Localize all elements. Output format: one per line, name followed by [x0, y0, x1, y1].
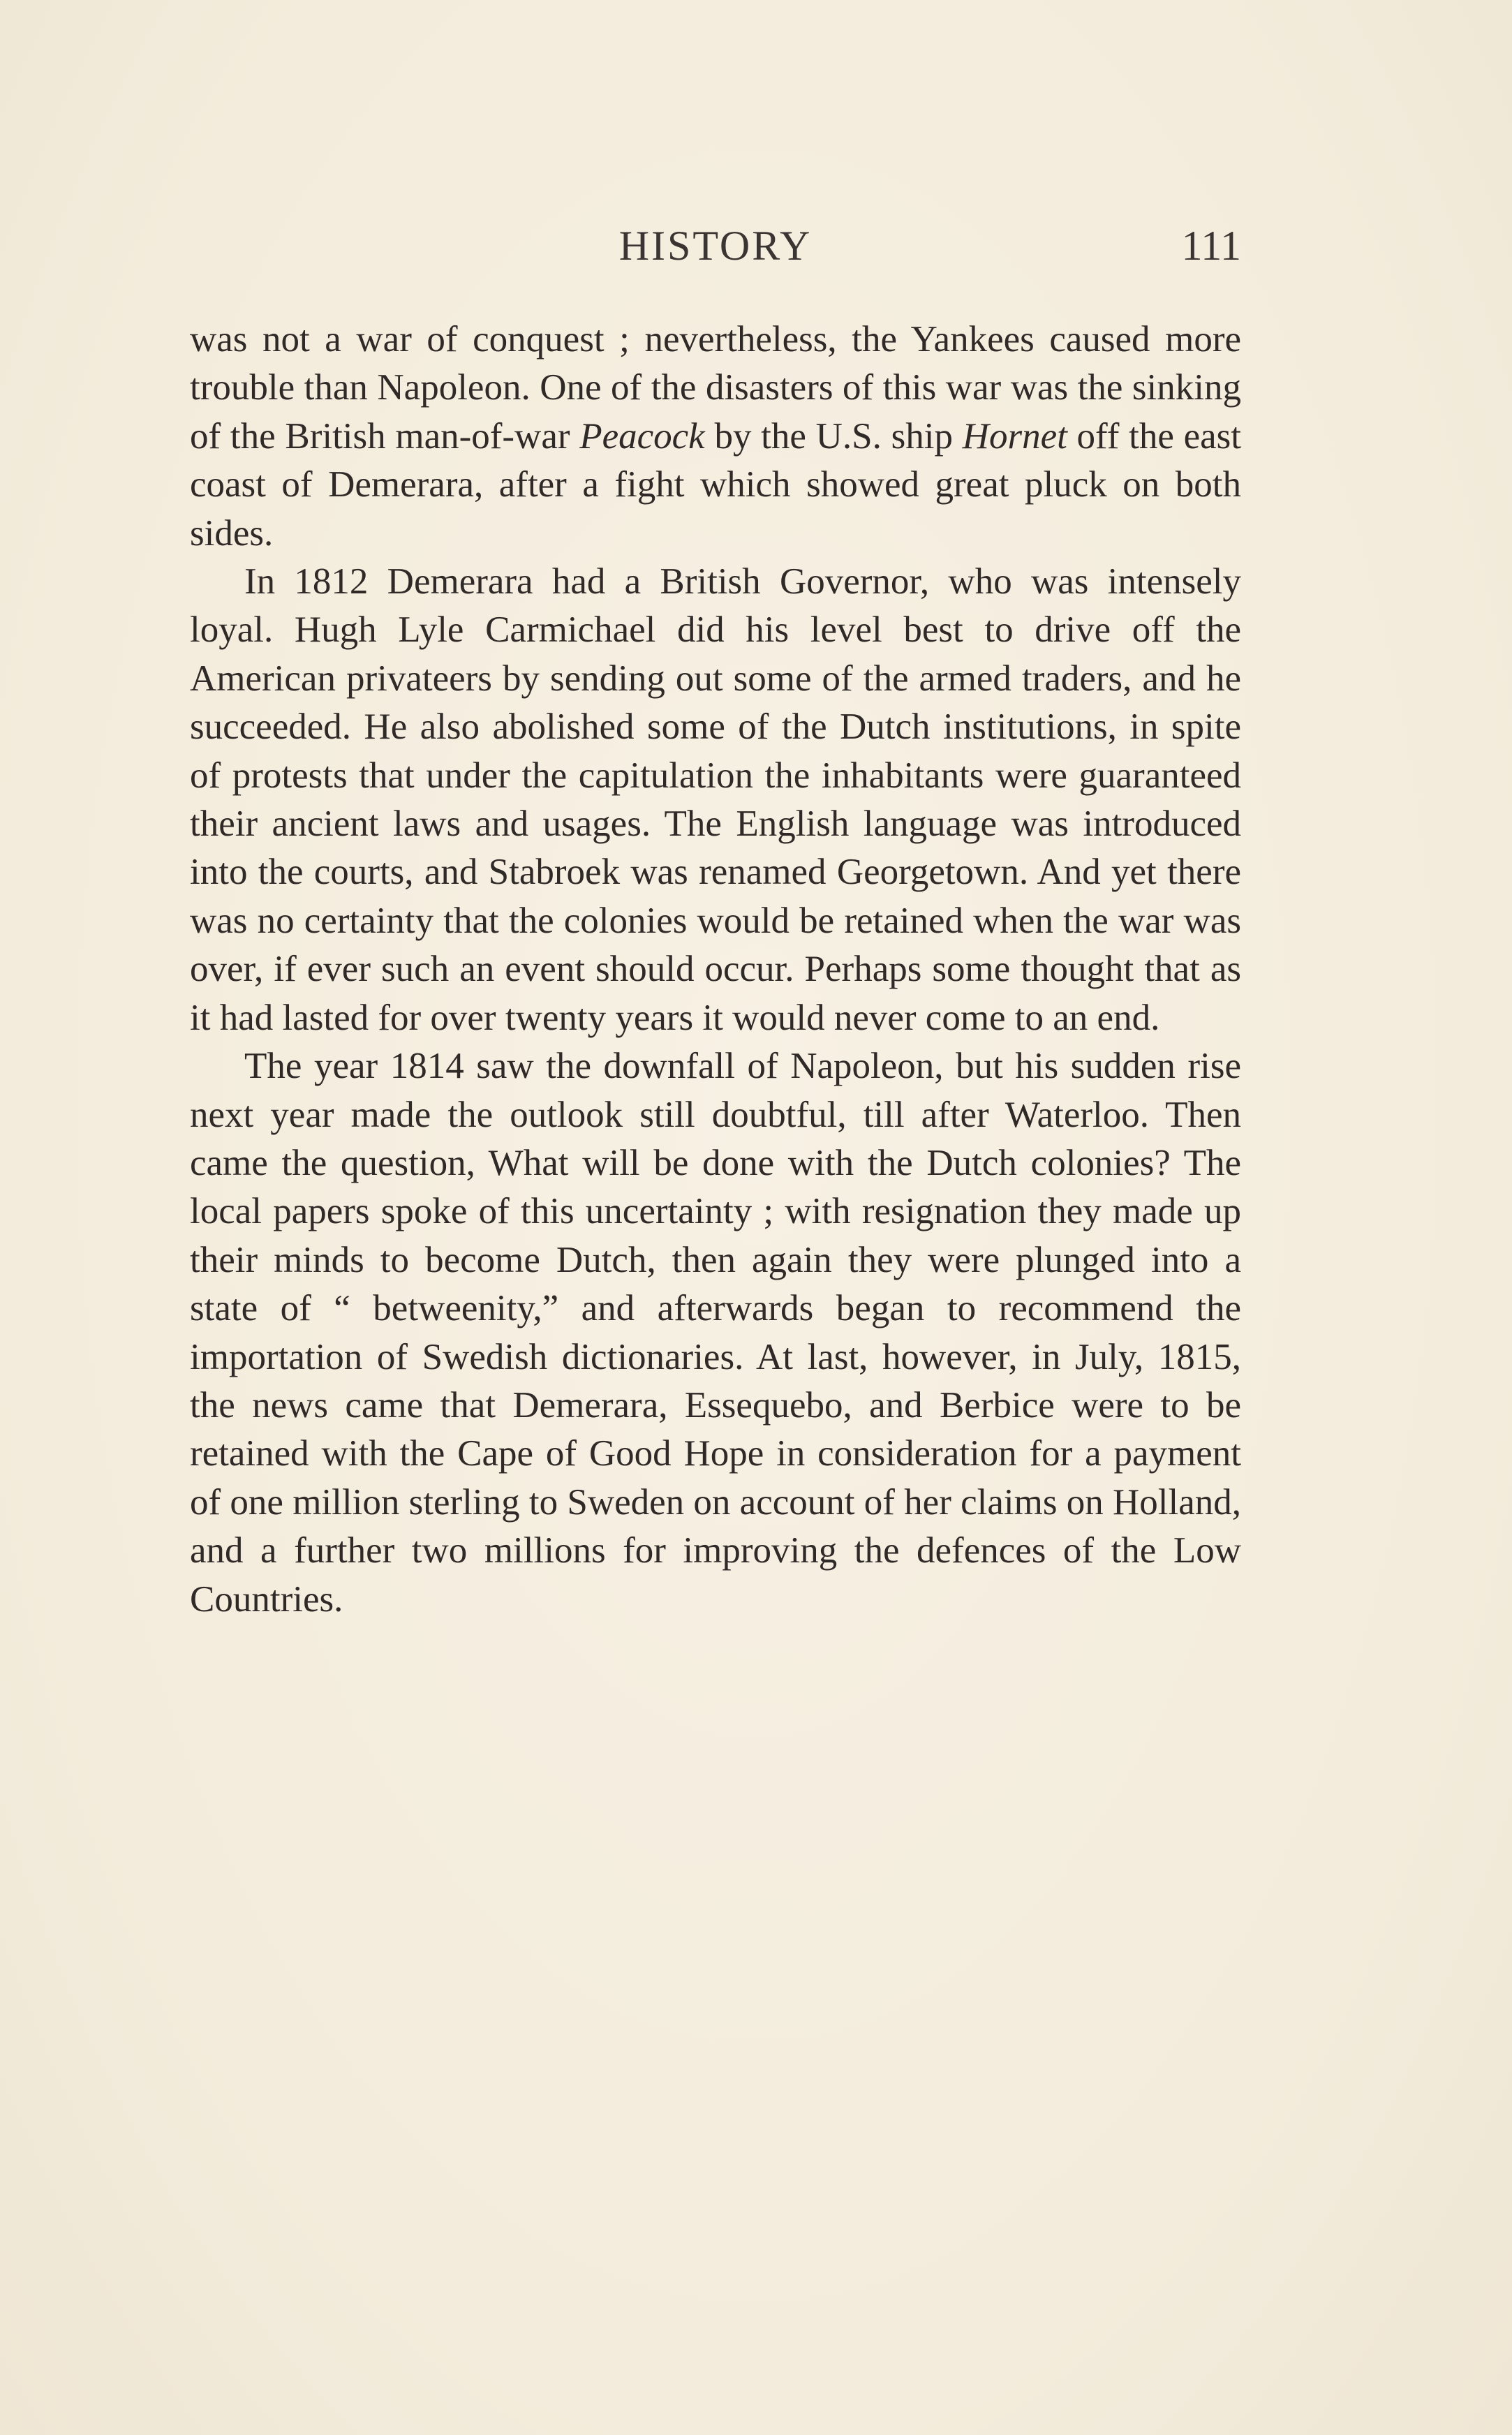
ship-name-peacock: Peacock [579, 415, 705, 457]
text-run: was not a war of conquest ; nevertheless, the Yankees caused more trouble than Napoleon. One of the disasters of this war was the sinking of the British man-of-war [190, 319, 1241, 457]
paragraph: In 1812 Demerara had a British Governor, who was intensely loyal. Hugh Lyle Carmichael did his level best to drive off the American privateers by sending out some of the armed traders, and he succeeded. He also abolished some of the Dutch institutions, in spite of protests that under the capitulation the inhabitants were guaranteed their ancient laws and usages. The English language was introduced into the courts, and Stabroek was renamed Georgetown. And yet there was no certainty that the colonies would be retained when the war was over, if ever such an event should occur. Perhaps some thought that as it had lasted for over twenty years it would never come to an end. [190, 561, 1241, 1038]
paragraph: The year 1814 saw the downfall of Napoleon, but his sudden rise next year made the outlook still doubtful, till after Waterloo. Then came the question, What will be done with the Dutch colonies? The local papers spoke of this uncertainty ; with resignation they made up their minds to become Dutch, then again they were plunged into a state of “ betweenity,” and afterwards began to recommend the importation of Swedish dictionaries. At last, however, in July, 1815, the news came that Demerara, Essequebo, and Berbice were to be retained with the Cape of Good Hope in consideration for a payment of one million sterling to Sweden on account of her claims on Holland, and a further two millions for improving the defences of the Low Countries. [190, 1046, 1241, 1620]
body-text [190, 316, 1241, 1624]
text-run: off the east coast of Demerara, after a fight which showed great pluck on both sides. [190, 415, 1241, 554]
page-header [190, 222, 1241, 278]
page-number: 111 [1181, 223, 1241, 269]
paragraph-continued [190, 316, 1241, 558]
running-head: HISTORY [618, 223, 813, 269]
ship-name-hornet: Hornet [962, 415, 1067, 457]
text-run: by the U.S. ship [704, 415, 963, 457]
